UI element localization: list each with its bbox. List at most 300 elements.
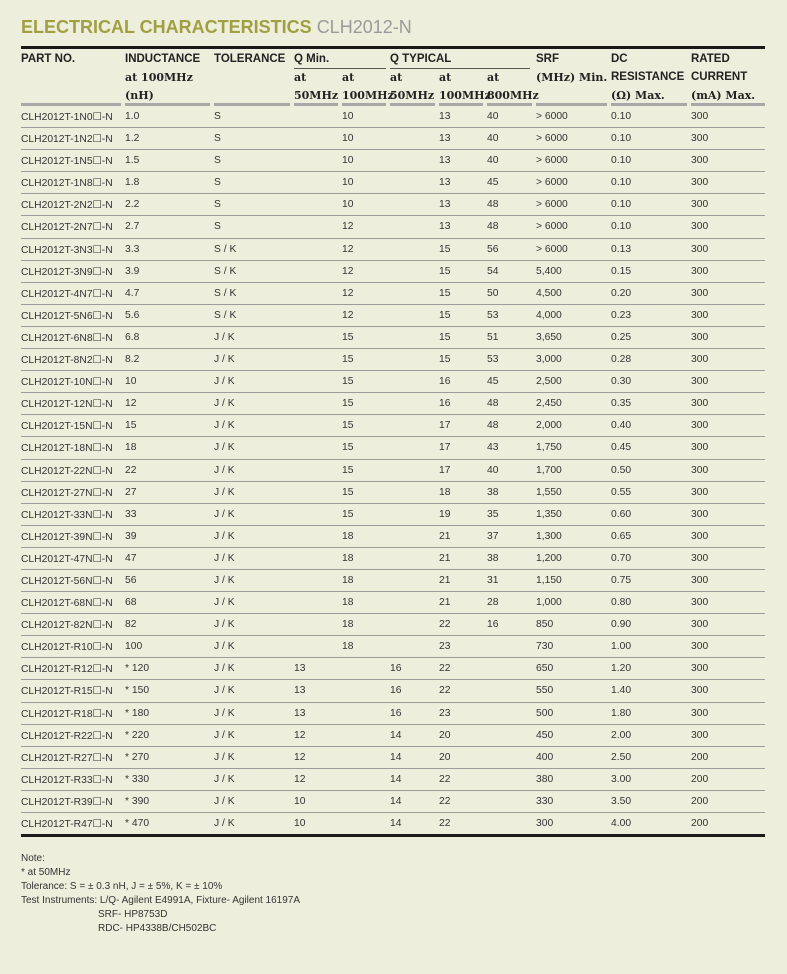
cell-q-min-100: 10: [342, 155, 354, 167]
cell-dc-resistance: 0.45: [611, 442, 632, 454]
table-row: [21, 393, 765, 415]
cell-part-no: CLH2012T-R22☐-N: [21, 730, 113, 742]
table-row: [21, 172, 765, 194]
cell-srf: 650: [536, 663, 554, 675]
cell-q-typ-100: 21: [439, 552, 451, 564]
cell-srf: 1,550: [536, 486, 562, 498]
cell-inductance: 100: [125, 641, 143, 653]
cell-inductance: 5.6: [125, 309, 140, 321]
cell-dc-resistance: 0.65: [611, 530, 632, 542]
note-tolerance: Tolerance: S = ± 0.3 nH, J = ± 5%, K = ± 10%: [21, 881, 223, 892]
cell-tolerance: J / K: [214, 420, 235, 432]
cell-inductance: * 330: [125, 773, 150, 785]
cell-inductance: * 220: [125, 729, 150, 741]
cell-q-typ-800: 45: [487, 177, 499, 189]
cell-q-typ-100: 17: [439, 420, 451, 432]
cell-dc-resistance: 0.20: [611, 287, 632, 299]
cell-part-no: CLH2012T-68N☐-N: [21, 598, 113, 610]
cell-tolerance: S: [214, 111, 221, 122]
cell-part-no: CLH2012T-R10☐-N: [21, 642, 113, 654]
cell-dc-resistance: 0.40: [611, 420, 632, 432]
cell-q-typ-800: 40: [487, 133, 499, 145]
cell-q-typ-800: 40: [487, 464, 499, 476]
cell-rated-current: 300: [691, 729, 709, 741]
cell-tolerance: J / K: [214, 663, 235, 675]
cell-inductance: 1.2: [125, 133, 140, 145]
header-inductance-unit: (nH): [125, 89, 154, 102]
cell-tolerance: J / K: [214, 795, 235, 807]
cell-q-min-100: 18: [342, 530, 354, 542]
table-row: [21, 239, 765, 261]
cell-q-min-100: 10: [342, 133, 354, 145]
header-srf: SRF: [536, 53, 559, 65]
cell-q-min-50: 12: [294, 773, 306, 785]
table-row: [21, 371, 765, 393]
cell-q-min-50: 13: [294, 685, 306, 697]
cell-rated-current: 300: [691, 619, 709, 631]
cell-part-no: CLH2012T-R18☐-N: [21, 708, 113, 720]
cell-tolerance: J / K: [214, 398, 235, 410]
cell-inductance: 2.2: [125, 199, 140, 211]
cell-tolerance: J / K: [214, 818, 235, 829]
cell-part-no: CLH2012T-6N8☐-N: [21, 332, 113, 344]
cell-q-typ-50: 14: [390, 729, 402, 741]
header-q-typ-100mhz: 100MHz: [439, 89, 491, 102]
cell-part-no: CLH2012T-2N7☐-N: [21, 222, 113, 234]
cell-rated-current: 300: [691, 376, 709, 388]
header-q-min-at-1: at: [294, 71, 307, 84]
cell-q-min-100: 15: [342, 508, 354, 520]
cell-inductance: 10: [125, 376, 137, 388]
cell-dc-resistance: 0.75: [611, 574, 632, 586]
header-current: CURRENT: [691, 71, 748, 83]
q-typical-group-rule: [390, 68, 530, 69]
cell-part-no: CLH2012T-R15☐-N: [21, 686, 113, 698]
cell-inductance: * 390: [125, 795, 150, 807]
cell-inductance: * 120: [125, 663, 150, 675]
cell-rated-current: 300: [691, 309, 709, 321]
cell-q-min-100: 15: [342, 376, 354, 388]
cell-rated-current: 300: [691, 354, 709, 366]
note-label: Note:: [21, 853, 45, 864]
cell-inductance: 68: [125, 597, 137, 609]
header-q-min: Q Min.: [294, 53, 330, 65]
cell-rated-current: 200: [691, 795, 709, 807]
cell-rated-current: 300: [691, 464, 709, 476]
cell-inductance: 27: [125, 486, 137, 498]
page-title: [21, 17, 412, 38]
cell-srf: 2,500: [536, 376, 562, 388]
cell-inductance: 15: [125, 420, 137, 432]
table-row: [21, 128, 765, 150]
cell-srf: 850: [536, 619, 554, 631]
cell-q-min-100: 10: [342, 111, 354, 122]
cell-q-typ-800: 38: [487, 552, 499, 564]
cell-rated-current: 300: [691, 243, 709, 255]
note-star: * at 50MHz: [21, 867, 71, 878]
table-row: [21, 150, 765, 172]
cell-q-min-50: 12: [294, 729, 306, 741]
cell-srf: > 6000: [536, 155, 568, 167]
header-q-min-at-2: at: [342, 71, 355, 84]
cell-srf: > 6000: [536, 133, 568, 145]
table-row: [21, 614, 765, 636]
cell-inductance: 3.3: [125, 243, 140, 255]
cell-q-typ-800: 40: [487, 111, 499, 122]
cell-part-no: CLH2012T-18N☐-N: [21, 443, 113, 455]
cell-part-no: CLH2012T-1N5☐-N: [21, 156, 113, 168]
cell-srf: > 6000: [536, 221, 568, 233]
cell-q-min-100: 15: [342, 331, 354, 343]
cell-srf: 5,400: [536, 265, 562, 277]
cell-rated-current: 300: [691, 574, 709, 586]
table-row: [21, 703, 765, 725]
cell-q-typ-100: 13: [439, 177, 451, 189]
table-row: [21, 194, 765, 216]
cell-dc-resistance: 0.10: [611, 111, 632, 122]
cell-q-typ-100: 22: [439, 773, 451, 785]
cell-rated-current: 300: [691, 530, 709, 542]
cell-part-no: CLH2012T-3N3☐-N: [21, 244, 113, 256]
cell-q-typ-50: 16: [390, 685, 402, 697]
cell-dc-resistance: 0.15: [611, 265, 632, 277]
cell-dc-resistance: 4.00: [611, 818, 632, 829]
cell-q-typ-50: 14: [390, 795, 402, 807]
cell-q-typ-800: 31: [487, 574, 499, 586]
cell-srf: > 6000: [536, 243, 568, 255]
table-row: [21, 261, 765, 283]
header-q-typ-at-3: at: [487, 71, 500, 84]
cell-rated-current: 300: [691, 265, 709, 277]
cell-part-no: CLH2012T-15N☐-N: [21, 421, 113, 433]
cell-dc-resistance: 0.35: [611, 398, 632, 410]
cell-part-no: CLH2012T-3N9☐-N: [21, 266, 113, 278]
cell-q-min-100: 10: [342, 177, 354, 189]
cell-inductance: 3.9: [125, 265, 140, 277]
cell-q-min-50: 10: [294, 818, 306, 829]
cell-q-typ-50: 14: [390, 773, 402, 785]
cell-q-typ-100: 17: [439, 464, 451, 476]
cell-inductance: 18: [125, 442, 137, 454]
cell-tolerance: S: [214, 199, 221, 211]
cell-q-typ-100: 15: [439, 243, 451, 255]
cell-srf: 4,000: [536, 309, 562, 321]
cell-part-no: CLH2012T-82N☐-N: [21, 620, 113, 632]
table-row: [21, 504, 765, 526]
cell-srf: 400: [536, 751, 554, 763]
cell-q-typ-800: 48: [487, 199, 499, 211]
cell-srf: 1,700: [536, 464, 562, 476]
table-row: [21, 482, 765, 504]
cell-tolerance: S: [214, 177, 221, 189]
cell-q-typ-800: 54: [487, 265, 499, 277]
cell-dc-resistance: 0.55: [611, 486, 632, 498]
cell-rated-current: 300: [691, 663, 709, 675]
header-current-unit: (mA) Max.: [691, 89, 756, 102]
table-row: [21, 415, 765, 437]
table-row: [21, 791, 765, 813]
header-q-min-100mhz: 100MHz: [342, 89, 394, 102]
cell-q-typ-50: 14: [390, 818, 402, 829]
note-srf: SRF- HP8753D: [98, 909, 168, 920]
cell-part-no: CLH2012T-39N☐-N: [21, 531, 113, 543]
cell-inductance: * 470: [125, 818, 150, 829]
cell-q-min-50: 13: [294, 707, 306, 719]
header-inductance: INDUCTANCE: [125, 53, 201, 65]
cell-dc-resistance: 0.10: [611, 133, 632, 145]
cell-q-min-50: 12: [294, 751, 306, 763]
header-dc: DC: [611, 53, 628, 65]
cell-q-min-100: 12: [342, 243, 354, 255]
cell-q-min-100: 15: [342, 354, 354, 366]
cell-rated-current: 300: [691, 597, 709, 609]
cell-q-typ-800: 43: [487, 442, 499, 454]
cell-q-typ-100: 17: [439, 442, 451, 454]
header-q-typ-800mhz: 800MHz: [487, 89, 539, 102]
cell-tolerance: S: [214, 133, 221, 145]
cell-rated-current: 300: [691, 442, 709, 454]
table-row: [21, 216, 765, 238]
cell-rated-current: 300: [691, 111, 709, 122]
q-min-group-rule: [294, 68, 386, 69]
cell-rated-current: 300: [691, 155, 709, 167]
cell-dc-resistance: 1.80: [611, 707, 632, 719]
cell-rated-current: 300: [691, 398, 709, 410]
cell-q-min-100: 15: [342, 442, 354, 454]
cell-dc-resistance: 0.10: [611, 155, 632, 167]
cell-tolerance: J / K: [214, 442, 235, 454]
cell-tolerance: J / K: [214, 552, 235, 564]
cell-dc-resistance: 1.00: [611, 641, 632, 653]
cell-inductance: 1.8: [125, 177, 140, 189]
cell-dc-resistance: 2.00: [611, 729, 632, 741]
table-row: [21, 813, 765, 835]
cell-tolerance: J / K: [214, 685, 235, 697]
cell-q-min-100: 12: [342, 287, 354, 299]
cell-dc-resistance: 0.13: [611, 243, 632, 255]
cell-q-typ-100: 15: [439, 331, 451, 343]
cell-q-typ-100: 21: [439, 574, 451, 586]
cell-part-no: CLH2012T-1N8☐-N: [21, 178, 113, 190]
table-row: [21, 526, 765, 548]
cell-tolerance: S: [214, 155, 221, 167]
cell-q-min-100: 15: [342, 420, 354, 432]
cell-q-min-100: 10: [342, 199, 354, 211]
cell-inductance: 8.2: [125, 354, 140, 366]
cell-rated-current: 300: [691, 685, 709, 697]
cell-q-typ-100: 13: [439, 133, 451, 145]
cell-inductance: * 270: [125, 751, 150, 763]
cell-rated-current: 200: [691, 751, 709, 763]
cell-rated-current: 300: [691, 552, 709, 564]
cell-dc-resistance: 3.50: [611, 795, 632, 807]
cell-q-min-100: 18: [342, 574, 354, 586]
cell-q-typ-100: 22: [439, 619, 451, 631]
cell-q-typ-100: 22: [439, 685, 451, 697]
cell-q-typ-100: 23: [439, 707, 451, 719]
cell-inductance: 56: [125, 574, 137, 586]
cell-q-typ-100: 16: [439, 376, 451, 388]
cell-srf: 1,150: [536, 574, 562, 586]
cell-rated-current: 300: [691, 199, 709, 211]
cell-dc-resistance: 0.23: [611, 309, 632, 321]
table-row: [21, 327, 765, 349]
cell-inductance: 47: [125, 552, 137, 564]
header-tolerance: TOLERANCE: [214, 53, 286, 65]
cell-tolerance: J / K: [214, 331, 235, 343]
cell-rated-current: 300: [691, 508, 709, 520]
cell-q-min-50: 13: [294, 663, 306, 675]
cell-part-no: CLH2012T-22N☐-N: [21, 465, 113, 477]
cell-q-typ-50: 16: [390, 707, 402, 719]
cell-dc-resistance: 0.28: [611, 354, 632, 366]
cell-srf: 730: [536, 641, 554, 653]
cell-q-typ-100: 13: [439, 221, 451, 233]
cell-srf: 300: [536, 818, 554, 829]
cell-srf: > 6000: [536, 199, 568, 211]
table-row: [21, 460, 765, 482]
cell-q-min-100: 18: [342, 552, 354, 564]
cell-tolerance: J / K: [214, 354, 235, 366]
cell-part-no: CLH2012T-12N☐-N: [21, 399, 113, 411]
cell-q-typ-800: 53: [487, 309, 499, 321]
table-row: [21, 680, 765, 702]
header-q-typical: Q TYPICAL: [390, 53, 452, 65]
cell-rated-current: 300: [691, 221, 709, 233]
cell-q-typ-100: 16: [439, 398, 451, 410]
cell-q-typ-100: 18: [439, 486, 451, 498]
cell-q-typ-800: 28: [487, 597, 499, 609]
cell-q-typ-100: 21: [439, 597, 451, 609]
cell-part-no: CLH2012T-10N☐-N: [21, 377, 113, 389]
cell-q-typ-100: 15: [439, 287, 451, 299]
cell-dc-resistance: 0.80: [611, 597, 632, 609]
cell-q-typ-800: 48: [487, 221, 499, 233]
cell-q-typ-50: 14: [390, 751, 402, 763]
cell-part-no: CLH2012T-1N2☐-N: [21, 134, 113, 146]
header-srf-unit: (MHz) Min.: [536, 71, 608, 84]
cell-dc-resistance: 0.60: [611, 508, 632, 520]
cell-q-typ-100: 13: [439, 111, 451, 122]
table-row: [21, 570, 765, 592]
cell-part-no: CLH2012T-R47☐-N: [21, 819, 113, 830]
cell-srf: 380: [536, 773, 554, 785]
cell-inductance: * 180: [125, 707, 150, 719]
title-series: CLH2012-N: [316, 17, 412, 37]
cell-tolerance: S / K: [214, 287, 237, 299]
cell-q-typ-800: 53: [487, 354, 499, 366]
cell-dc-resistance: 0.70: [611, 552, 632, 564]
cell-dc-resistance: 0.25: [611, 331, 632, 343]
cell-srf: 1,750: [536, 442, 562, 454]
cell-tolerance: S / K: [214, 309, 237, 321]
cell-q-typ-100: 22: [439, 663, 451, 675]
cell-srf: 1,200: [536, 552, 562, 564]
note-rdc: RDC- HP4338B/CH502BC: [98, 923, 217, 934]
cell-inductance: 6.8: [125, 331, 140, 343]
cell-srf: > 6000: [536, 111, 568, 122]
cell-tolerance: J / K: [214, 508, 235, 520]
cell-q-min-100: 12: [342, 265, 354, 277]
cell-tolerance: J / K: [214, 597, 235, 609]
cell-q-typ-800: 50: [487, 287, 499, 299]
cell-inductance: 22: [125, 464, 137, 476]
cell-dc-resistance: 0.30: [611, 376, 632, 388]
table-row: [21, 747, 765, 769]
cell-srf: 2,450: [536, 398, 562, 410]
header-q-typ-at-1: at: [390, 71, 403, 84]
cell-rated-current: 300: [691, 331, 709, 343]
cell-inductance: 33: [125, 508, 137, 520]
cell-rated-current: 300: [691, 486, 709, 498]
cell-part-no: CLH2012T-1N0☐-N: [21, 112, 113, 123]
header-rated: RATED: [691, 53, 730, 65]
cell-q-min-100: 18: [342, 641, 354, 653]
cell-dc-resistance: 3.00: [611, 773, 632, 785]
cell-srf: 450: [536, 729, 554, 741]
cell-q-typ-100: 20: [439, 729, 451, 741]
header-resistance: RESISTANCE: [611, 71, 685, 83]
table-row: [21, 658, 765, 680]
cell-q-typ-800: 38: [487, 486, 499, 498]
table-row: [21, 283, 765, 305]
table-row: [21, 548, 765, 570]
table-row: [21, 592, 765, 614]
table-row: [21, 349, 765, 371]
cell-q-typ-100: 22: [439, 818, 451, 829]
cell-srf: 1,350: [536, 508, 562, 520]
cell-q-typ-100: 21: [439, 530, 451, 542]
cell-tolerance: J / K: [214, 376, 235, 388]
cell-rated-current: 200: [691, 818, 709, 829]
cell-q-typ-800: 40: [487, 155, 499, 167]
table-top-rule: [21, 46, 765, 49]
cell-q-min-100: 18: [342, 597, 354, 609]
header-q-typ-50mhz: 50MHz: [390, 89, 435, 102]
cell-srf: 4,500: [536, 287, 562, 299]
cell-dc-resistance: 2.50: [611, 751, 632, 763]
cell-inductance: 2.7: [125, 221, 140, 233]
cell-q-typ-800: 56: [487, 243, 499, 255]
table-row: [21, 725, 765, 747]
cell-q-typ-100: 20: [439, 751, 451, 763]
cell-dc-resistance: 0.10: [611, 199, 632, 211]
cell-inductance: * 150: [125, 685, 150, 697]
table-row: [21, 437, 765, 459]
title-main: ELECTRICAL CHARACTERISTICS: [21, 17, 312, 37]
header-inductance-freq: at 100MHz: [125, 71, 193, 84]
cell-inductance: 1.5: [125, 155, 140, 167]
cell-q-typ-100: 13: [439, 155, 451, 167]
cell-part-no: CLH2012T-5N6☐-N: [21, 310, 113, 322]
cell-part-no: CLH2012T-R12☐-N: [21, 664, 113, 676]
header-resistance-unit: (Ω) Max.: [611, 89, 665, 102]
cell-rated-current: 300: [691, 420, 709, 432]
cell-inductance: 1.0: [125, 111, 140, 122]
cell-q-typ-800: 45: [487, 376, 499, 388]
cell-q-typ-800: 16: [487, 619, 499, 631]
cell-srf: 330: [536, 795, 554, 807]
cell-dc-resistance: 1.20: [611, 663, 632, 675]
cell-q-typ-100: 15: [439, 354, 451, 366]
table-row: [21, 106, 765, 128]
table-row: [21, 636, 765, 658]
cell-tolerance: J / K: [214, 707, 235, 719]
cell-q-min-50: 10: [294, 795, 306, 807]
cell-q-min-100: 18: [342, 619, 354, 631]
cell-q-min-100: 15: [342, 464, 354, 476]
cell-q-typ-50: 16: [390, 663, 402, 675]
